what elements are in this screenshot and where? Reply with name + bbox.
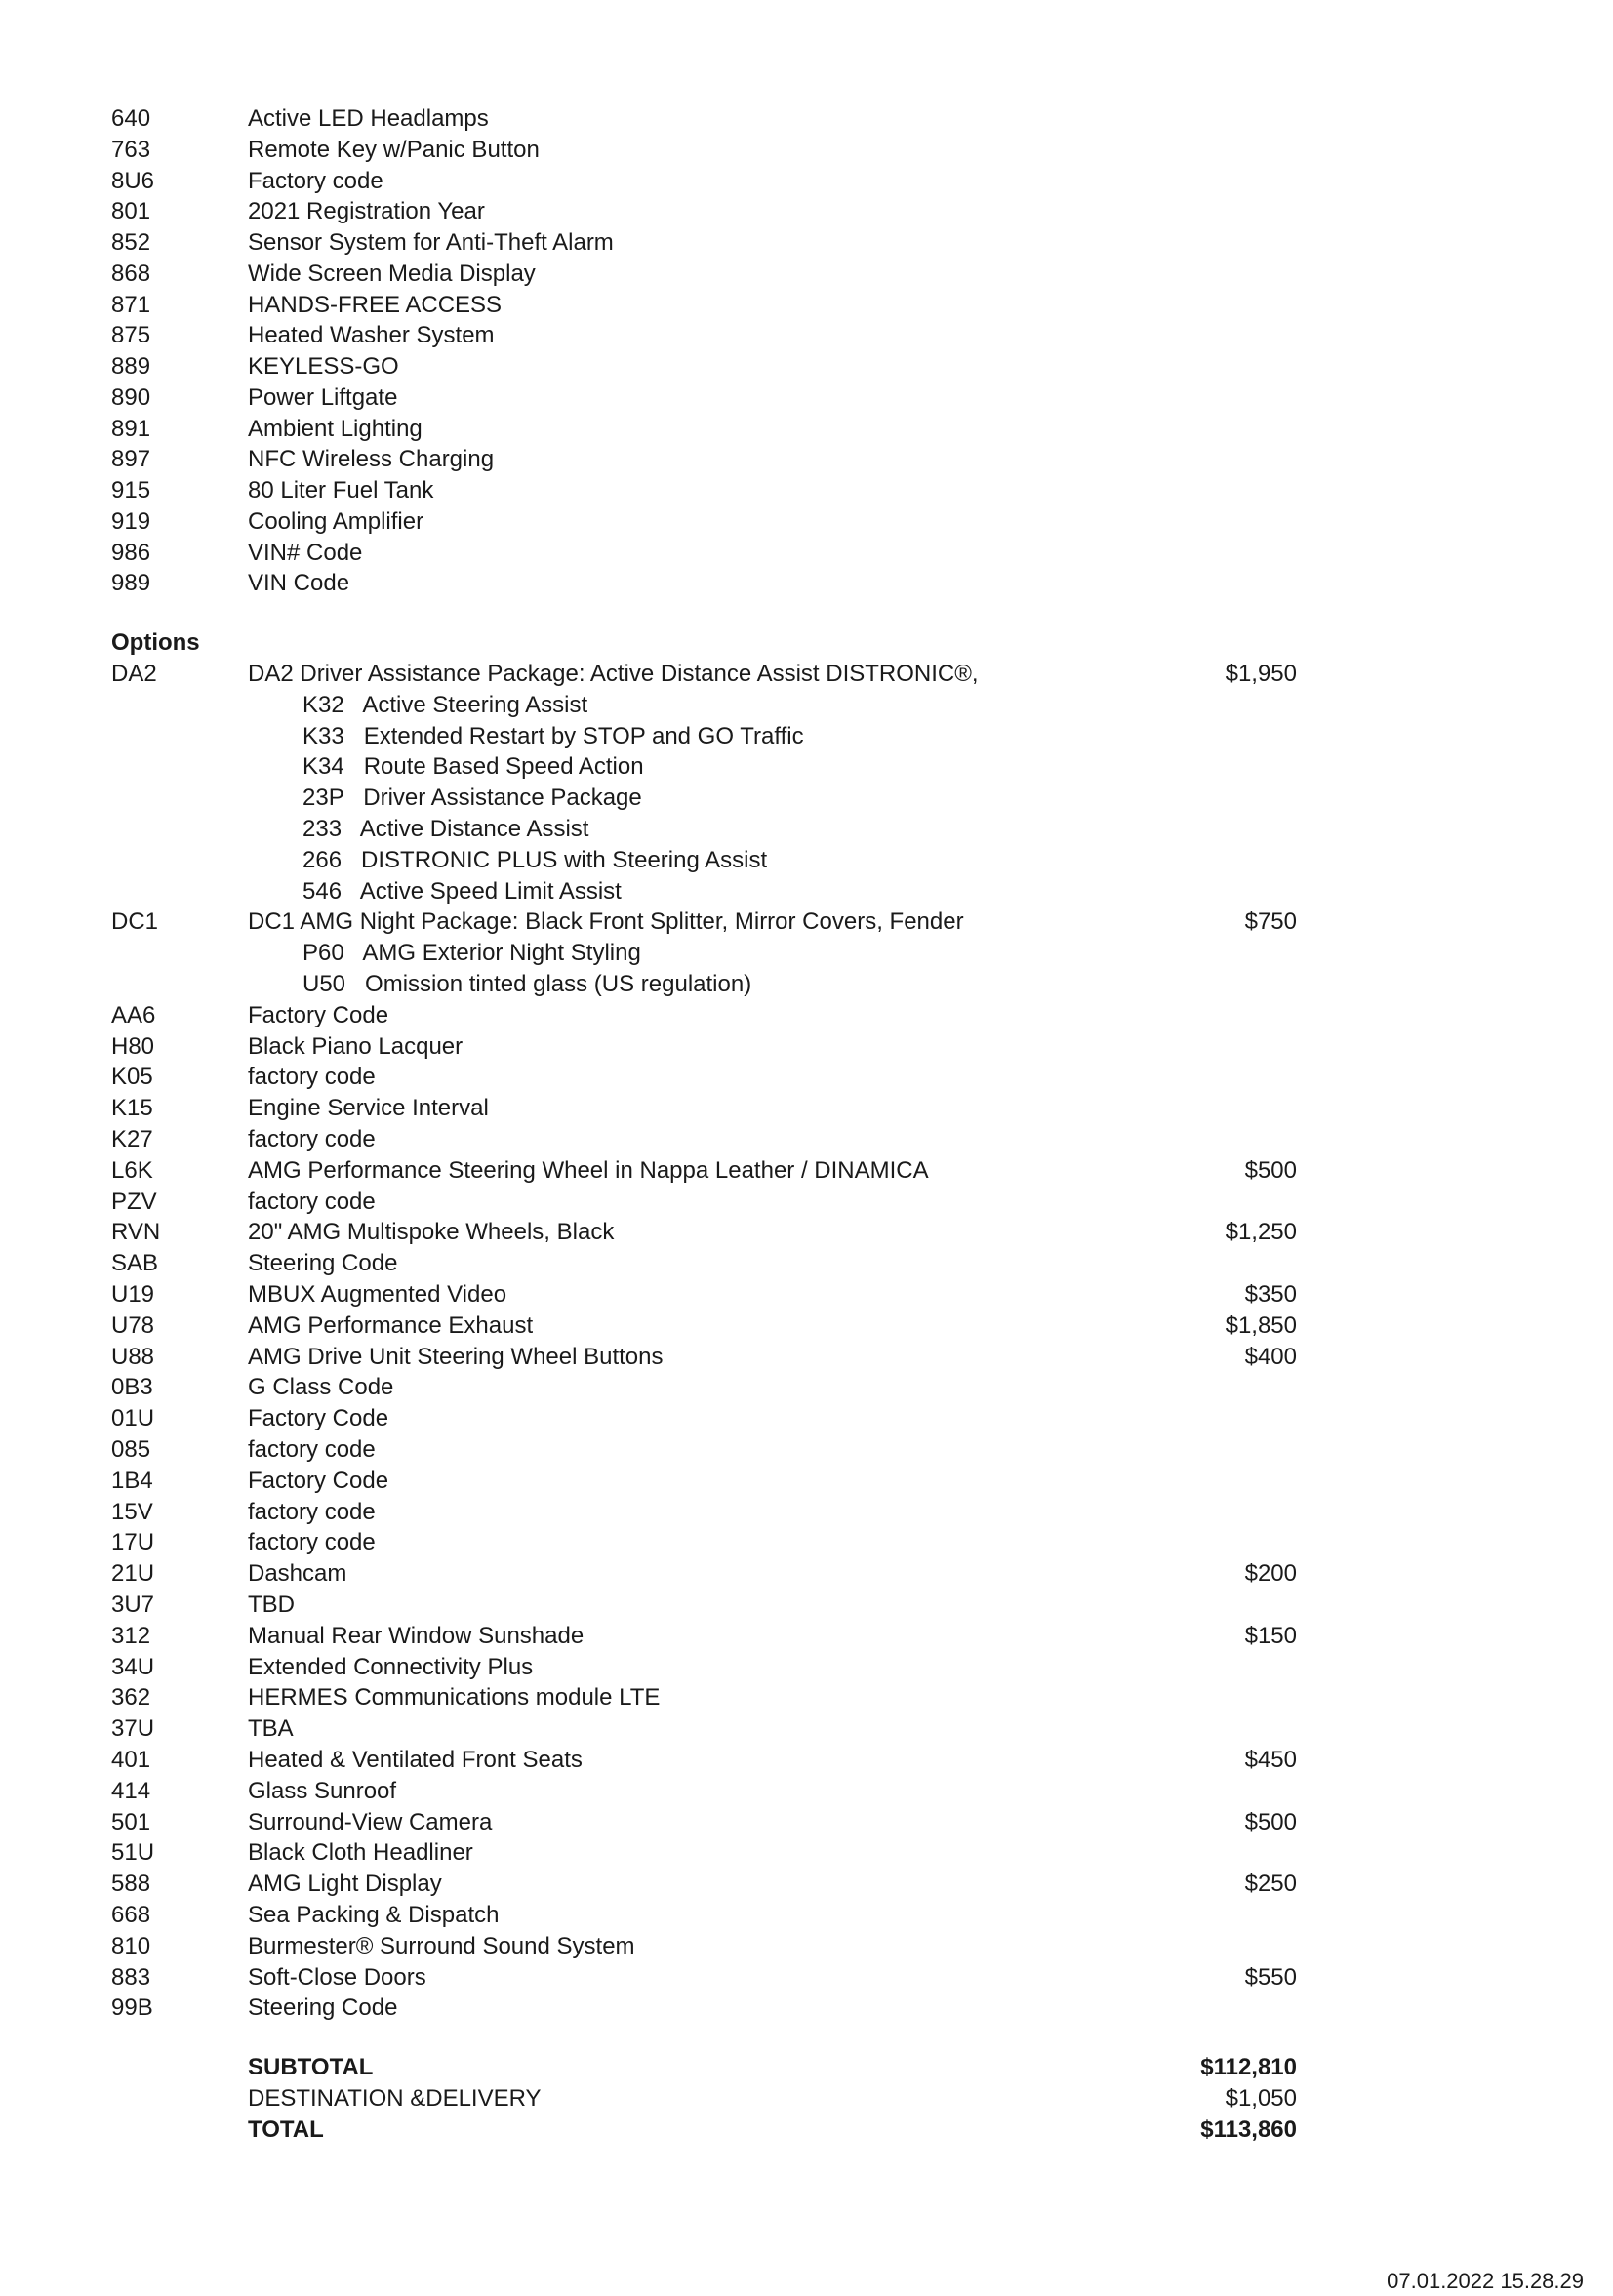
option-code: 01U — [111, 1405, 155, 1432]
equipment-code: 890 — [111, 383, 151, 411]
destination-row — [0, 2083, 1613, 2115]
option-subitem-row — [0, 721, 1613, 752]
option-code: U78 — [111, 1311, 155, 1339]
option-description: Black Cloth Headliner — [248, 1839, 473, 1867]
option-code: L6K — [111, 1156, 153, 1184]
option-subitem-description: 266 DISTRONIC PLUS with Steering Assist — [302, 846, 768, 873]
equipment-code: 8U6 — [111, 167, 155, 194]
option-row — [0, 1900, 1613, 1931]
subtotal-label: SUBTOTAL — [248, 2054, 374, 2080]
option-row — [0, 1000, 1613, 1031]
option-description: factory code — [248, 1529, 376, 1556]
option-subitem-row — [0, 690, 1613, 721]
option-row — [0, 1217, 1613, 1248]
total-value: $113,860 — [1200, 2116, 1297, 2143]
option-description: Extended Connectivity Plus — [248, 1653, 534, 1680]
option-subitem-description: K32 Active Steering Assist — [302, 691, 588, 718]
option-row — [0, 1155, 1613, 1187]
equipment-description: NFC Wireless Charging — [248, 446, 495, 473]
equipment-description: Wide Screen Media Display — [248, 260, 536, 287]
option-code: 401 — [111, 1747, 151, 1773]
standard-row — [0, 135, 1613, 166]
option-price: $550 — [1244, 1963, 1297, 1991]
option-row — [0, 906, 1613, 938]
equipment-code: 897 — [111, 446, 151, 473]
total-label: TOTAL — [248, 2116, 324, 2143]
print-timestamp: 07.01.2022 15.28.29 — [1387, 2269, 1584, 2293]
option-description: Factory Code — [248, 1001, 389, 1028]
option-price: $1,950 — [1225, 661, 1297, 687]
option-subitem-row — [0, 876, 1613, 907]
option-description: factory code — [248, 1126, 376, 1152]
option-row — [0, 1310, 1613, 1342]
option-code: DA2 — [111, 661, 157, 687]
options-heading: Options — [111, 629, 200, 656]
option-description: Sea Packing & Dispatch — [248, 1902, 500, 1928]
option-row — [0, 1279, 1613, 1310]
option-row — [0, 1248, 1613, 1279]
option-code: SAB — [111, 1250, 159, 1277]
option-code: 21U — [111, 1560, 155, 1588]
equipment-code: 875 — [111, 322, 151, 349]
option-description: Dashcam — [248, 1560, 347, 1588]
equipment-description: Remote Key w/Panic Button — [248, 136, 540, 163]
option-code: PZV — [111, 1188, 157, 1215]
equipment-description: Active LED Headlamps — [248, 105, 489, 132]
option-code: 668 — [111, 1902, 151, 1928]
option-description: factory code — [248, 1498, 376, 1525]
equipment-code: 801 — [111, 198, 151, 225]
option-description: AMG Light Display — [248, 1871, 442, 1898]
option-code: 0B3 — [111, 1374, 153, 1401]
option-description: Heated & Ventilated Front Seats — [248, 1747, 583, 1773]
option-description: AMG Performance Exhaust — [248, 1311, 534, 1339]
standard-row — [0, 290, 1613, 321]
option-description: Factory Code — [248, 1467, 389, 1494]
option-code: 414 — [111, 1777, 151, 1804]
option-description: factory code — [248, 1188, 376, 1215]
option-row — [0, 1621, 1613, 1652]
subtotal-value: $112,810 — [1200, 2054, 1297, 2080]
equipment-code: 871 — [111, 291, 151, 318]
option-code: 99B — [111, 1994, 153, 2022]
option-subitem-description: 23P Driver Assistance Package — [302, 785, 642, 812]
standard-row — [0, 475, 1613, 506]
standard-row — [0, 383, 1613, 414]
option-subitem-row — [0, 969, 1613, 1000]
option-row — [0, 1342, 1613, 1373]
option-code: 810 — [111, 1932, 151, 1959]
option-code: 15V — [111, 1498, 153, 1525]
option-subitem-description: P60 AMG Exterior Night Styling — [302, 940, 641, 967]
subtotal-row — [0, 2052, 1613, 2083]
option-price: $500 — [1244, 1156, 1297, 1184]
standard-row — [0, 506, 1613, 538]
option-description: 20" AMG Multispoke Wheels, Black — [248, 1219, 615, 1246]
destination-value: $1,050 — [1225, 2085, 1297, 2112]
equipment-code: 852 — [111, 229, 151, 256]
option-code: 588 — [111, 1871, 151, 1898]
option-row — [0, 1372, 1613, 1403]
equipment-description: Cooling Amplifier — [248, 507, 424, 535]
option-description: Black Piano Lacquer — [248, 1032, 464, 1060]
option-description: factory code — [248, 1064, 376, 1091]
option-code: K05 — [111, 1064, 153, 1091]
option-subitem-row — [0, 751, 1613, 783]
option-description: Engine Service Interval — [248, 1095, 489, 1122]
equipment-description: Sensor System for Anti-Theft Alarm — [248, 229, 614, 256]
option-description: TBA — [248, 1715, 294, 1743]
option-code: K15 — [111, 1095, 153, 1122]
option-code: 085 — [111, 1436, 151, 1463]
option-row — [0, 1682, 1613, 1713]
equipment-description: 2021 Registration Year — [248, 198, 485, 225]
option-description: factory code — [248, 1436, 376, 1463]
equipment-code: 915 — [111, 477, 151, 504]
option-description: AMG Performance Steering Wheel in Nappa Leather / DINAMICA — [248, 1156, 929, 1184]
equipment-code: 763 — [111, 136, 151, 163]
option-code: 883 — [111, 1963, 151, 1991]
equipment-description: Heated Washer System — [248, 322, 495, 349]
option-code: RVN — [111, 1219, 161, 1246]
option-row — [0, 1652, 1613, 1683]
equipment-code: 889 — [111, 353, 151, 380]
option-price: $150 — [1244, 1622, 1297, 1649]
option-row — [0, 1993, 1613, 2024]
option-price: $450 — [1244, 1747, 1297, 1773]
option-code: H80 — [111, 1032, 155, 1060]
standard-row — [0, 568, 1613, 599]
equipment-code: 986 — [111, 539, 151, 566]
option-description: HERMES Communications module LTE — [248, 1684, 661, 1712]
standard-row — [0, 538, 1613, 569]
option-description: Factory Code — [248, 1405, 389, 1432]
option-description: G Class Code — [248, 1374, 394, 1401]
option-price: $350 — [1244, 1281, 1297, 1308]
option-code: 362 — [111, 1684, 151, 1712]
option-row — [0, 1062, 1613, 1093]
equipment-description: KEYLESS-GO — [248, 353, 399, 380]
standard-row — [0, 196, 1613, 227]
option-code: U88 — [111, 1343, 155, 1370]
option-description: Burmester® Surround Sound System — [248, 1932, 635, 1959]
option-row — [0, 659, 1613, 690]
equipment-description: Power Liftgate — [248, 383, 398, 411]
option-row — [0, 1403, 1613, 1434]
option-row — [0, 1837, 1613, 1869]
option-price: $500 — [1244, 1808, 1297, 1835]
standard-row — [0, 444, 1613, 475]
equipment-code: 891 — [111, 415, 151, 442]
option-subitem-row — [0, 814, 1613, 845]
equipment-description: VIN Code — [248, 570, 350, 597]
option-row — [0, 1124, 1613, 1155]
destination-label: DESTINATION &DELIVERY — [248, 2085, 542, 2112]
option-row — [0, 1745, 1613, 1776]
option-row — [0, 1434, 1613, 1466]
option-subitem-description: K34 Route Based Speed Action — [302, 753, 644, 781]
standard-row — [0, 320, 1613, 351]
option-description: DA2 Driver Assistance Package: Active Distance Assist DISTRONIC®, — [248, 661, 979, 687]
option-row — [0, 1466, 1613, 1497]
option-code: AA6 — [111, 1001, 156, 1028]
option-code: 3U7 — [111, 1591, 155, 1618]
option-description: DC1 AMG Night Package: Black Front Splitter, Mirror Covers, Fender — [248, 908, 964, 936]
option-code: K27 — [111, 1126, 153, 1152]
option-price: $1,850 — [1225, 1311, 1297, 1339]
option-code: 501 — [111, 1808, 151, 1835]
option-description: Glass Sunroof — [248, 1777, 397, 1804]
option-subitem-description: 546 Active Speed Limit Assist — [302, 877, 622, 905]
option-row — [0, 1776, 1613, 1807]
option-description: AMG Drive Unit Steering Wheel Buttons — [248, 1343, 664, 1370]
option-row — [0, 1031, 1613, 1063]
option-description: Steering Code — [248, 1994, 398, 2022]
option-description: MBUX Augmented Video — [248, 1281, 507, 1308]
option-subitem-description: U50 Omission tinted glass (US regulation) — [302, 971, 752, 997]
equipment-description: VIN# Code — [248, 539, 363, 566]
equipment-description: Factory code — [248, 167, 383, 194]
option-price: $1,250 — [1225, 1219, 1297, 1246]
standard-row — [0, 259, 1613, 290]
option-row — [0, 1590, 1613, 1621]
option-code: 51U — [111, 1839, 155, 1867]
standard-row — [0, 414, 1613, 445]
option-code: 312 — [111, 1622, 151, 1649]
option-subitem-row — [0, 845, 1613, 876]
equipment-description: 80 Liter Fuel Tank — [248, 477, 434, 504]
option-row — [0, 1713, 1613, 1745]
option-code: 1B4 — [111, 1467, 153, 1494]
option-description: Manual Rear Window Sunshade — [248, 1622, 585, 1649]
option-price: $750 — [1244, 908, 1297, 936]
equipment-code: 640 — [111, 105, 151, 132]
equipment-code: 919 — [111, 507, 151, 535]
option-row — [0, 1807, 1613, 1838]
standard-row — [0, 227, 1613, 259]
standard-row — [0, 166, 1613, 197]
option-subitem-row — [0, 938, 1613, 969]
standard-row — [0, 103, 1613, 135]
option-row — [0, 1497, 1613, 1528]
option-subitem-description: 233 Active Distance Assist — [302, 816, 589, 842]
equipment-description: HANDS-FREE ACCESS — [248, 291, 503, 318]
option-row — [0, 1187, 1613, 1218]
option-subitem-row — [0, 783, 1613, 814]
option-row — [0, 1527, 1613, 1558]
option-row — [0, 1869, 1613, 1900]
equipment-description: Ambient Lighting — [248, 415, 423, 442]
option-subitem-description: K33 Extended Restart by STOP and GO Traffic — [302, 722, 804, 749]
option-code: 34U — [111, 1653, 155, 1680]
equipment-code: 989 — [111, 570, 151, 597]
option-code: DC1 — [111, 908, 159, 936]
standard-row — [0, 351, 1613, 383]
option-row — [0, 1558, 1613, 1590]
option-code: U19 — [111, 1281, 155, 1308]
option-row — [0, 1962, 1613, 1994]
option-row — [0, 1931, 1613, 1962]
option-description: Soft-Close Doors — [248, 1963, 426, 1991]
option-price: $200 — [1244, 1560, 1297, 1588]
option-price: $250 — [1244, 1871, 1297, 1898]
option-description: Surround-View Camera — [248, 1808, 493, 1835]
option-description: Steering Code — [248, 1250, 398, 1277]
total-row — [0, 2115, 1613, 2146]
option-code: 17U — [111, 1529, 155, 1556]
option-price: $400 — [1244, 1343, 1297, 1370]
option-row — [0, 1093, 1613, 1124]
option-description: TBD — [248, 1591, 295, 1618]
option-code: 37U — [111, 1715, 155, 1743]
equipment-code: 868 — [111, 260, 151, 287]
